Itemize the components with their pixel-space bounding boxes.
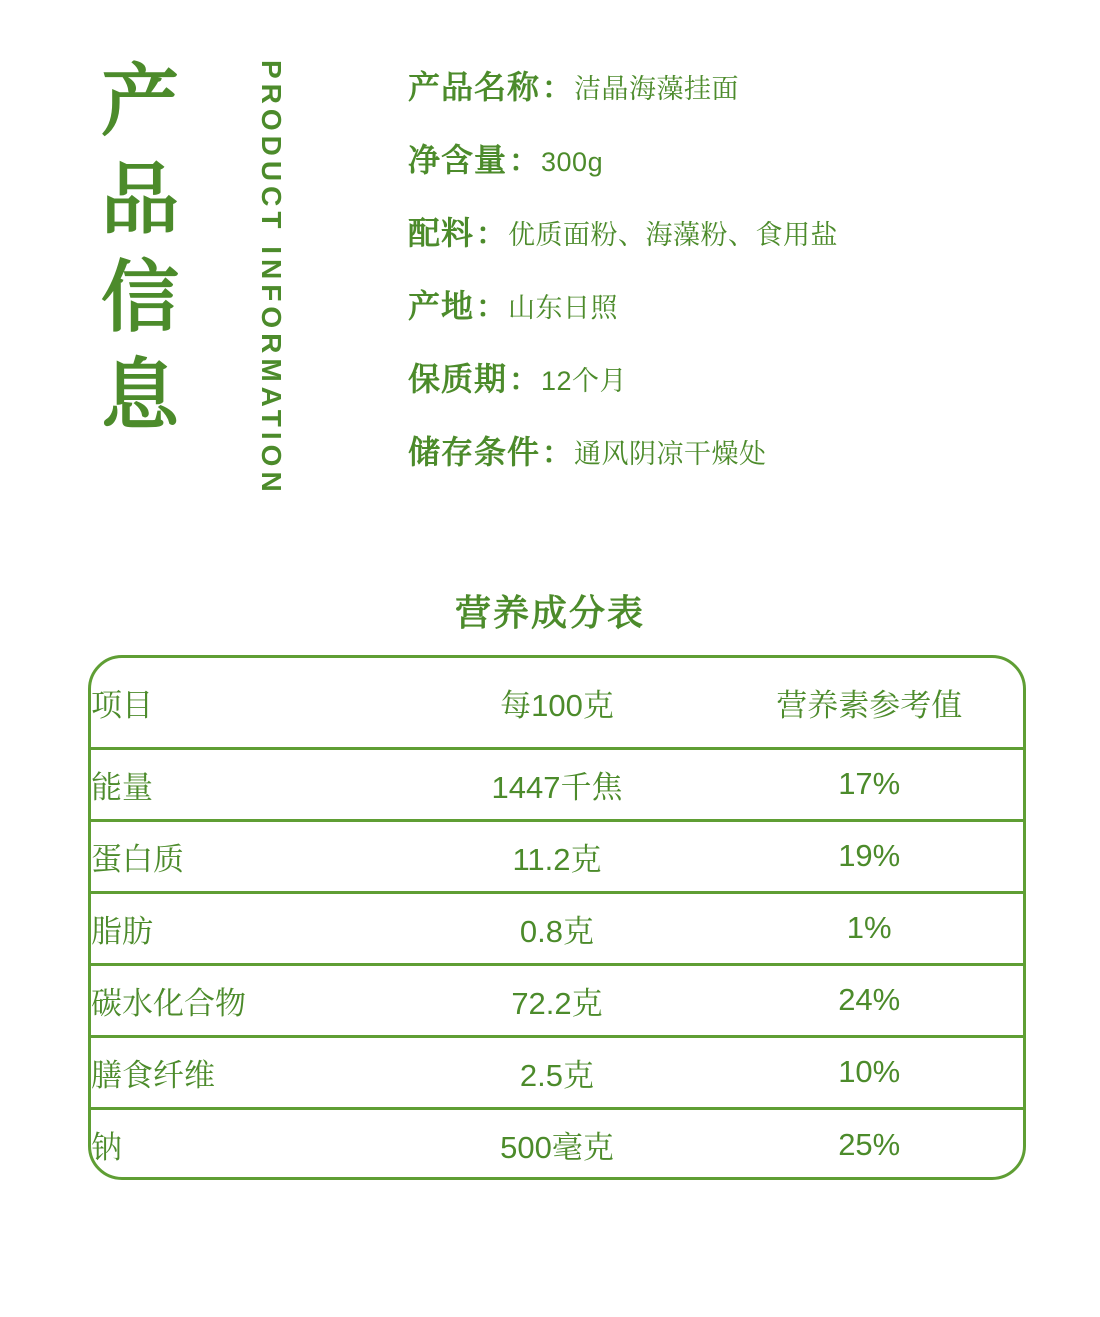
info-label: 保质期 bbox=[408, 361, 508, 397]
cell-item: 能量 bbox=[91, 748, 399, 820]
info-label: 产地 bbox=[408, 288, 475, 324]
column-header-nrv: 营养素参考值 bbox=[715, 658, 1023, 748]
info-value: 洁晶海藻挂面 bbox=[574, 74, 740, 104]
product-info-list bbox=[408, 62, 1048, 500]
info-value: 通风阴凉干燥处 bbox=[574, 439, 767, 469]
cell-item: 脂肪 bbox=[91, 892, 399, 964]
column-header-per-100g: 每100克 bbox=[399, 658, 716, 748]
info-row-storage bbox=[408, 427, 1048, 473]
table-row bbox=[91, 748, 1023, 820]
cell-item: 钠 bbox=[91, 1130, 122, 1166]
cell-item: 蛋白质 bbox=[91, 820, 399, 892]
info-label: 净含量 bbox=[408, 142, 508, 178]
table-row bbox=[91, 1108, 1023, 1180]
info-colon: ： bbox=[509, 145, 540, 178]
info-colon: ： bbox=[476, 291, 507, 324]
cell-reference: 25% bbox=[838, 1126, 901, 1162]
info-row-ingredients bbox=[408, 208, 1048, 254]
info-colon: ： bbox=[509, 364, 540, 397]
info-colon: ： bbox=[542, 72, 573, 105]
table-header-row bbox=[91, 658, 1023, 748]
cell-item: 碳水化合物 bbox=[91, 964, 399, 1036]
info-value: 山东日照 bbox=[508, 293, 619, 323]
cell-reference: 19% bbox=[715, 820, 1023, 892]
info-label: 产品名称 bbox=[408, 69, 541, 105]
info-label: 储存条件 bbox=[408, 434, 541, 470]
table-row bbox=[91, 892, 1023, 964]
info-row-product-name bbox=[408, 62, 1048, 108]
cell-value: 0.8克 bbox=[399, 892, 716, 964]
info-value: 优质面粉、海藻粉、食用盐 bbox=[508, 220, 839, 250]
cell-value: 500毫克 bbox=[500, 1130, 614, 1166]
info-row-origin bbox=[408, 281, 1048, 327]
cell-reference: 17% bbox=[715, 748, 1023, 820]
cell-reference: 10% bbox=[715, 1036, 1023, 1108]
section-title-group bbox=[85, 52, 355, 532]
info-value: 12个月 bbox=[541, 366, 628, 396]
cell-value: 1447千焦 bbox=[399, 748, 716, 820]
info-colon: ： bbox=[476, 218, 507, 251]
info-row-net-weight bbox=[408, 135, 1048, 181]
info-label: 配料 bbox=[408, 215, 475, 251]
table-row bbox=[91, 1036, 1023, 1108]
info-colon: ： bbox=[542, 437, 573, 470]
section-title-chinese: 产品信息 bbox=[100, 57, 179, 439]
cell-item: 膳食纤维 bbox=[91, 1036, 399, 1108]
nutrition-table bbox=[91, 658, 1023, 1180]
section-title-english: PRODUCT INFORMATION bbox=[256, 60, 287, 497]
column-header-item: 项目 bbox=[91, 658, 399, 748]
cell-value: 72.2克 bbox=[399, 964, 716, 1036]
nutrition-table-title: 营养成分表 bbox=[454, 592, 645, 633]
nutrition-table-container bbox=[88, 655, 1026, 1180]
info-row-shelf-life bbox=[408, 354, 1048, 400]
cell-reference: 1% bbox=[715, 892, 1023, 964]
cell-reference: 24% bbox=[715, 964, 1023, 1036]
table-row bbox=[91, 820, 1023, 892]
table-row bbox=[91, 964, 1023, 1036]
cell-value: 11.2克 bbox=[399, 820, 716, 892]
cell-value: 2.5克 bbox=[399, 1036, 716, 1108]
info-value: 300g bbox=[541, 147, 604, 177]
product-information-header bbox=[0, 0, 1100, 560]
